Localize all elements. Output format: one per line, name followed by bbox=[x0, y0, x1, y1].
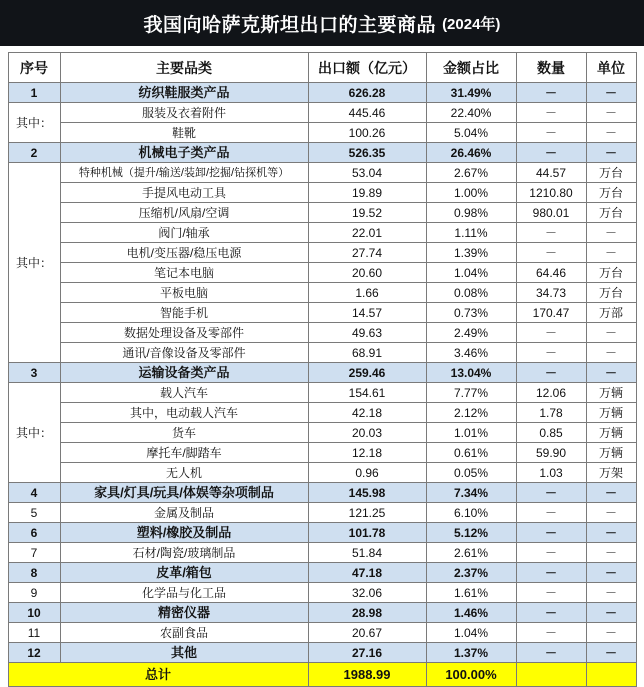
row-unit: － bbox=[586, 643, 636, 663]
row-category: 家具/灯具/玩具/体娱等杂项制品 bbox=[60, 483, 308, 503]
row-quantity: － bbox=[516, 523, 586, 543]
row-amount: 259.46 bbox=[308, 363, 426, 383]
row-amount: 19.52 bbox=[308, 203, 426, 223]
table-row bbox=[8, 83, 636, 103]
row-unit: － bbox=[586, 143, 636, 163]
table-row bbox=[8, 123, 636, 143]
row-share: 2.67% bbox=[426, 163, 516, 183]
row-share: 13.04% bbox=[426, 363, 516, 383]
title-sub-text: (2024年) bbox=[442, 15, 501, 33]
row-amount: 28.98 bbox=[308, 603, 426, 623]
row-amount: 1.66 bbox=[308, 283, 426, 303]
row-quantity: 12.06 bbox=[516, 383, 586, 403]
row-number: 4 bbox=[8, 483, 60, 503]
row-quantity: － bbox=[516, 343, 586, 363]
title-main-text: 我国向哈萨克斯坦出口的主要商品 bbox=[143, 14, 437, 36]
row-category: 石材/陶瓷/玻璃制品 bbox=[60, 543, 308, 563]
row-share: 0.73% bbox=[426, 303, 516, 323]
table-row bbox=[8, 643, 636, 663]
table-row bbox=[8, 283, 636, 303]
row-unit: － bbox=[586, 523, 636, 543]
column-header-category: 主要品类 bbox=[60, 53, 308, 83]
row-amount: 49.63 bbox=[308, 323, 426, 343]
row-share: 1.11% bbox=[426, 223, 516, 243]
row-amount: 526.35 bbox=[308, 143, 426, 163]
row-amount: 20.60 bbox=[308, 263, 426, 283]
export-goods-table bbox=[8, 52, 637, 687]
row-share: 2.61% bbox=[426, 543, 516, 563]
row-amount: 626.28 bbox=[308, 83, 426, 103]
row-amount: 22.01 bbox=[308, 223, 426, 243]
row-unit: － bbox=[586, 623, 636, 643]
row-unit: 万架 bbox=[586, 463, 636, 483]
row-quantity: 170.47 bbox=[516, 303, 586, 323]
total-quantity bbox=[516, 663, 586, 687]
row-unit: － bbox=[586, 103, 636, 123]
row-unit: － bbox=[586, 583, 636, 603]
row-quantity: － bbox=[516, 363, 586, 383]
row-unit: 万台 bbox=[586, 183, 636, 203]
row-category: 服装及衣着附件 bbox=[60, 103, 308, 123]
row-category: 塑料/橡胶及制品 bbox=[60, 523, 308, 543]
row-category: 手提风电动工具 bbox=[60, 183, 308, 203]
row-group-label: 其中： bbox=[8, 163, 60, 363]
row-quantity: 980.01 bbox=[516, 203, 586, 223]
row-amount: 12.18 bbox=[308, 443, 426, 463]
row-quantity: － bbox=[516, 243, 586, 263]
row-number: 12 bbox=[8, 643, 60, 663]
row-quantity: － bbox=[516, 623, 586, 643]
table-row bbox=[8, 523, 636, 543]
table-row bbox=[8, 223, 636, 243]
table-total-row bbox=[8, 663, 636, 687]
row-unit: 万台 bbox=[586, 283, 636, 303]
row-number: 1 bbox=[8, 83, 60, 103]
row-amount: 20.67 bbox=[308, 623, 426, 643]
row-category: 货车 bbox=[60, 423, 308, 443]
row-amount: 154.61 bbox=[308, 383, 426, 403]
row-unit: － bbox=[586, 343, 636, 363]
row-quantity: 59.90 bbox=[516, 443, 586, 463]
row-quantity: － bbox=[516, 583, 586, 603]
row-unit: 万部 bbox=[586, 303, 636, 323]
row-unit: － bbox=[586, 503, 636, 523]
row-unit: 万辆 bbox=[586, 423, 636, 443]
row-category: 载人汽车 bbox=[60, 383, 308, 403]
row-category: 化学品与化工品 bbox=[60, 583, 308, 603]
row-number: 8 bbox=[8, 563, 60, 583]
total-share: 100.00% bbox=[426, 663, 516, 687]
table-row bbox=[8, 323, 636, 343]
row-share: 1.01% bbox=[426, 423, 516, 443]
row-category: 无人机 bbox=[60, 463, 308, 483]
row-share: 0.08% bbox=[426, 283, 516, 303]
row-category: 笔记本电脑 bbox=[60, 263, 308, 283]
row-category: 压缩机/风扇/空调 bbox=[60, 203, 308, 223]
table-row bbox=[8, 603, 636, 623]
row-amount: 445.46 bbox=[308, 103, 426, 123]
row-quantity: － bbox=[516, 323, 586, 343]
table-row bbox=[8, 623, 636, 643]
row-unit: 万辆 bbox=[586, 443, 636, 463]
row-unit: 万辆 bbox=[586, 403, 636, 423]
row-category: 皮革/箱包 bbox=[60, 563, 308, 583]
table-row bbox=[8, 423, 636, 443]
table-body bbox=[8, 83, 636, 663]
row-share: 2.37% bbox=[426, 563, 516, 583]
row-quantity: － bbox=[516, 143, 586, 163]
row-amount: 47.18 bbox=[308, 563, 426, 583]
row-category: 平板电脑 bbox=[60, 283, 308, 303]
row-amount: 42.18 bbox=[308, 403, 426, 423]
row-unit: 万台 bbox=[586, 263, 636, 283]
row-amount: 100.26 bbox=[308, 123, 426, 143]
row-unit: － bbox=[586, 243, 636, 263]
table-row bbox=[8, 143, 636, 163]
row-unit: 万台 bbox=[586, 163, 636, 183]
row-share: 1.00% bbox=[426, 183, 516, 203]
row-quantity: 1.03 bbox=[516, 463, 586, 483]
table-row bbox=[8, 303, 636, 323]
row-number: 11 bbox=[8, 623, 60, 643]
row-quantity: － bbox=[516, 603, 586, 623]
row-share: 2.12% bbox=[426, 403, 516, 423]
table-row bbox=[8, 543, 636, 563]
row-share: 7.77% bbox=[426, 383, 516, 403]
row-unit: － bbox=[586, 83, 636, 103]
table-row bbox=[8, 583, 636, 603]
row-quantity: 0.85 bbox=[516, 423, 586, 443]
table-row bbox=[8, 563, 636, 583]
column-header-unit: 单位 bbox=[586, 53, 636, 83]
table-row bbox=[8, 203, 636, 223]
row-share: 5.04% bbox=[426, 123, 516, 143]
table-row bbox=[8, 383, 636, 403]
row-quantity: － bbox=[516, 643, 586, 663]
row-number: 10 bbox=[8, 603, 60, 623]
row-quantity: 1.78 bbox=[516, 403, 586, 423]
row-amount: 32.06 bbox=[308, 583, 426, 603]
table-row bbox=[8, 243, 636, 263]
table-header-row bbox=[8, 53, 636, 83]
row-amount: 14.57 bbox=[308, 303, 426, 323]
table-row bbox=[8, 463, 636, 483]
row-category: 其他 bbox=[60, 643, 308, 663]
total-label: 总计 bbox=[8, 663, 308, 687]
table-row bbox=[8, 403, 636, 423]
row-number: 3 bbox=[8, 363, 60, 383]
row-amount: 145.98 bbox=[308, 483, 426, 503]
row-category: 特种机械（提升/输送/装卸/挖掘/钻探机等） bbox=[60, 163, 308, 183]
row-amount: 19.89 bbox=[308, 183, 426, 203]
row-category: 农副食品 bbox=[60, 623, 308, 643]
row-unit: － bbox=[586, 563, 636, 583]
row-quantity: － bbox=[516, 503, 586, 523]
row-amount: 20.03 bbox=[308, 423, 426, 443]
column-header-share: 金额占比 bbox=[426, 53, 516, 83]
row-category: 摩托车/脚踏车 bbox=[60, 443, 308, 463]
row-category: 数据处理设备及零部件 bbox=[60, 323, 308, 343]
column-header-quantity: 数量 bbox=[516, 53, 586, 83]
row-category: 电机/变压器/稳压电源 bbox=[60, 243, 308, 263]
row-share: 0.61% bbox=[426, 443, 516, 463]
table-row bbox=[8, 103, 636, 123]
row-amount: 0.96 bbox=[308, 463, 426, 483]
row-group-label: 其中： bbox=[8, 103, 60, 143]
row-category: 智能手机 bbox=[60, 303, 308, 323]
row-quantity: － bbox=[516, 543, 586, 563]
row-amount: 121.25 bbox=[308, 503, 426, 523]
row-amount: 51.84 bbox=[308, 543, 426, 563]
row-category: 精密仪器 bbox=[60, 603, 308, 623]
row-unit: － bbox=[586, 363, 636, 383]
row-category: 金属及制品 bbox=[60, 503, 308, 523]
row-quantity: － bbox=[516, 103, 586, 123]
row-share: 2.49% bbox=[426, 323, 516, 343]
row-quantity: － bbox=[516, 123, 586, 143]
row-category: 通讯/音像设备及零部件 bbox=[60, 343, 308, 363]
row-share: 0.05% bbox=[426, 463, 516, 483]
row-share: 1.39% bbox=[426, 243, 516, 263]
row-share: 1.46% bbox=[426, 603, 516, 623]
column-header-amount: 出口额（亿元） bbox=[308, 53, 426, 83]
row-share: 0.98% bbox=[426, 203, 516, 223]
row-share: 1.61% bbox=[426, 583, 516, 603]
row-share: 5.12% bbox=[426, 523, 516, 543]
row-quantity: － bbox=[516, 223, 586, 243]
row-share: 26.46% bbox=[426, 143, 516, 163]
table-row bbox=[8, 483, 636, 503]
row-share: 1.04% bbox=[426, 623, 516, 643]
row-category: 鞋靴 bbox=[60, 123, 308, 143]
row-unit: － bbox=[586, 543, 636, 563]
row-unit: 万辆 bbox=[586, 383, 636, 403]
total-unit bbox=[586, 663, 636, 687]
table-row bbox=[8, 443, 636, 463]
row-category: 阀门/轴承 bbox=[60, 223, 308, 243]
row-amount: 53.04 bbox=[308, 163, 426, 183]
row-share: 6.10% bbox=[426, 503, 516, 523]
row-quantity: － bbox=[516, 483, 586, 503]
row-share: 1.37% bbox=[426, 643, 516, 663]
row-unit: － bbox=[586, 223, 636, 243]
row-category: 机械电子类产品 bbox=[60, 143, 308, 163]
table-row bbox=[8, 263, 636, 283]
row-category: 纺织鞋服类产品 bbox=[60, 83, 308, 103]
row-share: 22.40% bbox=[426, 103, 516, 123]
row-unit: － bbox=[586, 483, 636, 503]
table-row bbox=[8, 163, 636, 183]
row-number: 2 bbox=[8, 143, 60, 163]
row-amount: 68.91 bbox=[308, 343, 426, 363]
row-number: 6 bbox=[8, 523, 60, 543]
row-number: 9 bbox=[8, 583, 60, 603]
row-share: 31.49% bbox=[426, 83, 516, 103]
row-quantity: － bbox=[516, 563, 586, 583]
row-share: 3.46% bbox=[426, 343, 516, 363]
row-number: 7 bbox=[8, 543, 60, 563]
row-quantity: 1210.80 bbox=[516, 183, 586, 203]
row-unit: 万台 bbox=[586, 203, 636, 223]
table-row bbox=[8, 183, 636, 203]
row-group-label: 其中： bbox=[8, 383, 60, 483]
row-number: 5 bbox=[8, 503, 60, 523]
column-header-no: 序号 bbox=[8, 53, 60, 83]
row-amount: 101.78 bbox=[308, 523, 426, 543]
row-category: 运输设备类产品 bbox=[60, 363, 308, 383]
row-share: 7.34% bbox=[426, 483, 516, 503]
row-quantity: 44.57 bbox=[516, 163, 586, 183]
row-quantity: 34.73 bbox=[516, 283, 586, 303]
row-quantity: 64.46 bbox=[516, 263, 586, 283]
row-share: 1.04% bbox=[426, 263, 516, 283]
row-amount: 27.16 bbox=[308, 643, 426, 663]
table-row bbox=[8, 363, 636, 383]
page-title bbox=[0, 0, 644, 46]
row-quantity: － bbox=[516, 83, 586, 103]
row-unit: － bbox=[586, 603, 636, 623]
total-amount: 1988.99 bbox=[308, 663, 426, 687]
row-unit: － bbox=[586, 123, 636, 143]
row-amount: 27.74 bbox=[308, 243, 426, 263]
row-category: 其中，电动载人汽车 bbox=[60, 403, 308, 423]
table-row bbox=[8, 503, 636, 523]
row-unit: － bbox=[586, 323, 636, 343]
table-row bbox=[8, 343, 636, 363]
